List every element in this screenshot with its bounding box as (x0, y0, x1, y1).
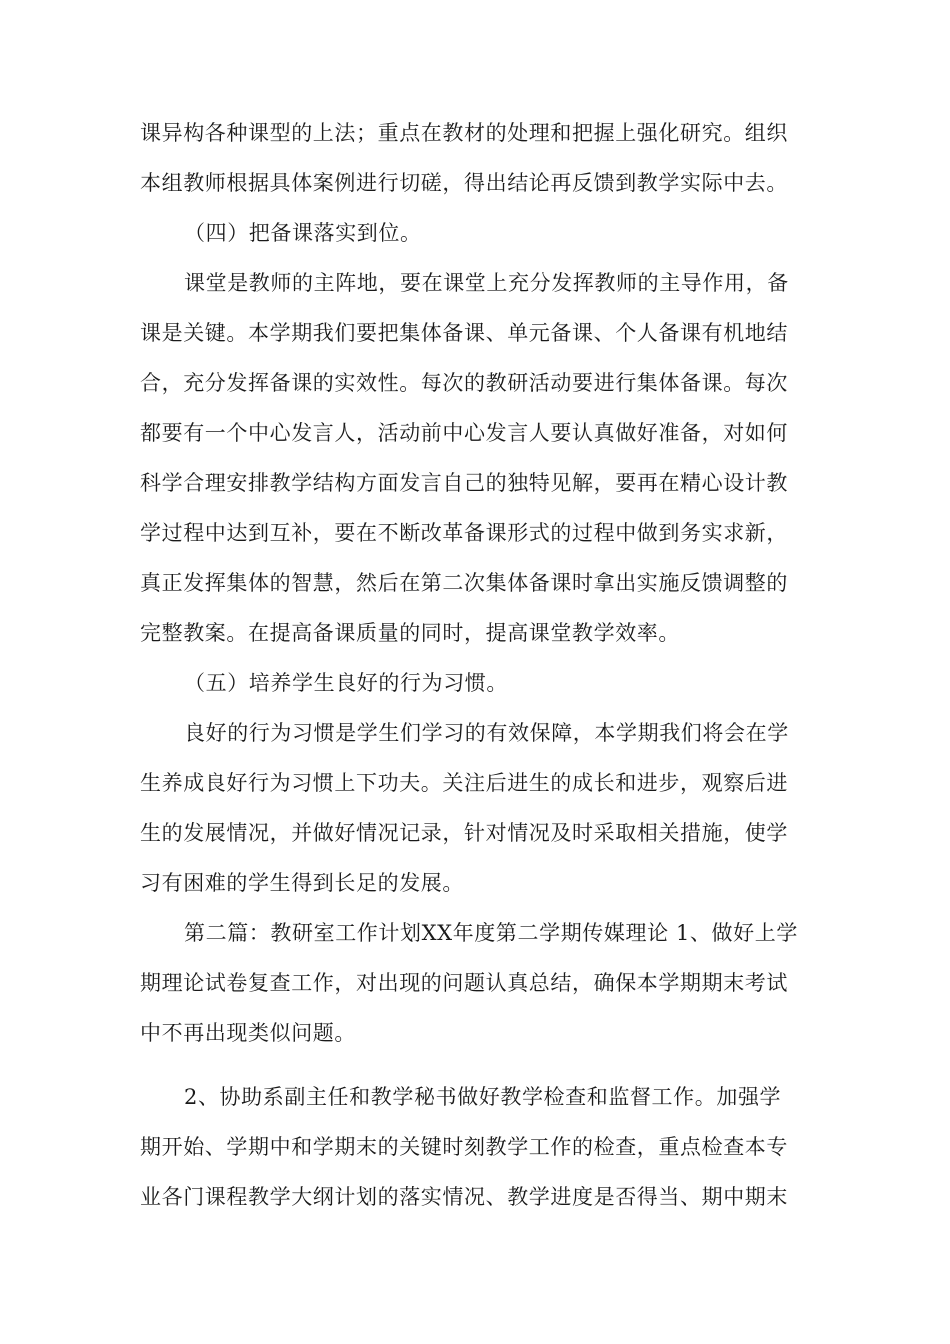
text-line: 科学合理安排教学结构方面发言自己的独特见解，要再在精心设计教 (140, 471, 788, 495)
text-line: 期理论试卷复查工作，对出现的问题认真总结，确保本学期期末考试 (140, 971, 788, 995)
text-line: 期开始、学期中和学期末的关键时刻教学工作的检查，重点检查本专 (140, 1135, 788, 1159)
text-line: 生养成良好行为习惯上下功夫。关注后进生的成长和进步，观察后进 (140, 771, 788, 795)
paragraph-gap (140, 1058, 812, 1072)
text-line: 都要有一个中心发言人，活动前中心发言人要认真做好准备，对如何 (140, 421, 788, 445)
text-line: 真正发挥集体的智慧，然后在第二次集体备课时拿出实施反馈调整的 (140, 571, 788, 595)
text-line: 课堂是教师的主阵地，要在课堂上充分发挥教师的主导作用，备 (184, 271, 789, 295)
text-line: 课异构各种课型的上法；重点在教材的处理和把握上强化研究。组织 (140, 121, 788, 145)
text-line: 良好的行为习惯是学生们学习的有效保障，本学期我们将会在学 (184, 721, 789, 745)
text-line: 生的发展情况，并做好情况记录，针对情况及时采取相关措施，使学 (140, 821, 788, 845)
text-line: 2、协助系副主任和教学秘书做好教学检查和监督工作。加强学 (184, 1085, 782, 1109)
text-line: 习有困难的学生得到长足的发展。 (140, 871, 464, 895)
text-line: 本组教师根据具体案例进行切磋，得出结论再反馈到教学实际中去。 (140, 171, 788, 195)
text-line: 课是关键。本学期我们要把集体备课、单元备课、个人备课有机地结 (140, 321, 788, 345)
section-heading: （五）培养学生良好的行为习惯。 (184, 671, 508, 695)
text-line: 合，充分发挥备课的实效性。每次的教研活动要进行集体备课。每次 (140, 371, 788, 395)
text-line: 第二篇：教研室工作计划XX年度第二学期传媒理论 1、做好上学 (184, 921, 798, 945)
text-line: 完整教案。在提高备课质量的同时，提高课堂教学效率。 (140, 621, 680, 645)
text-line: 业各门课程教学大纲计划的落实情况、教学进度是否得当、期中期末 (140, 1185, 788, 1209)
text-line: 中不再出现类似问题。 (140, 1021, 356, 1045)
text-line: 学过程中达到互补，要在不断改革备课形式的过程中做到务实求新， (140, 521, 788, 545)
section-heading: （四）把备课落实到位。 (184, 221, 422, 245)
document-body (140, 108, 812, 1222)
